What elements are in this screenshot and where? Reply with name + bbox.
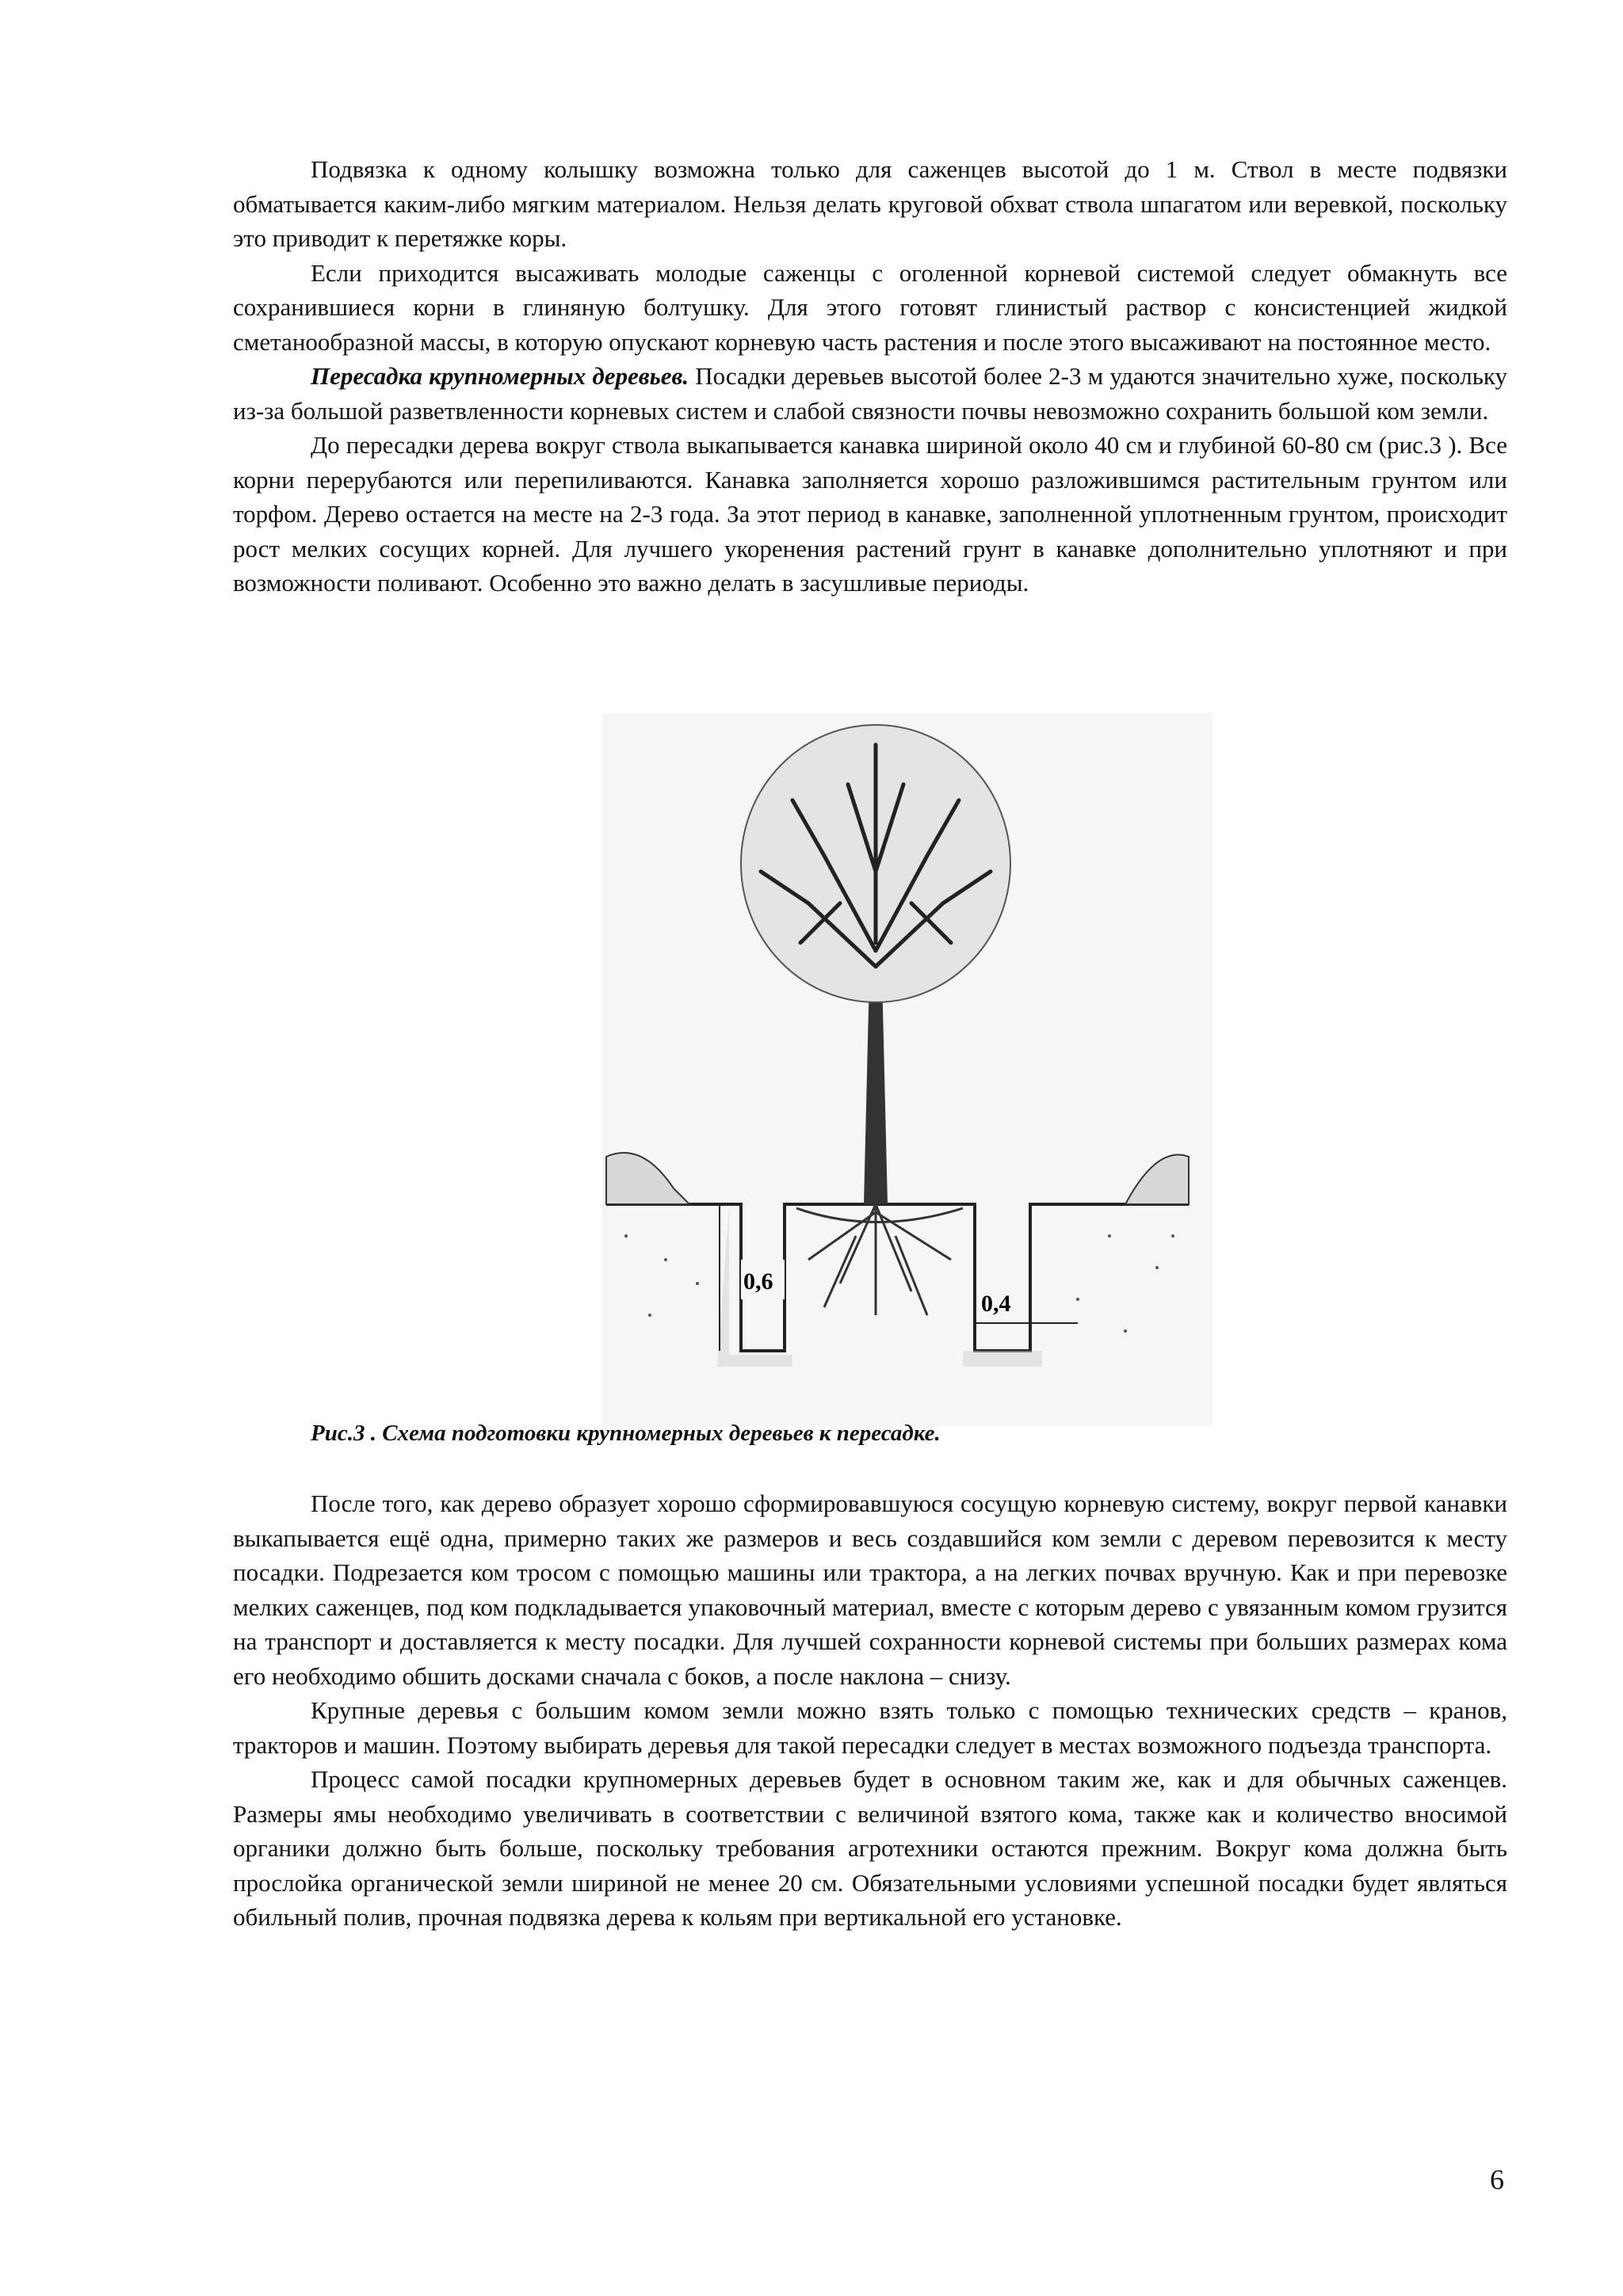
tree-trench-diagram [602, 713, 1212, 1426]
paragraph-trench [233, 428, 1507, 601]
page-number: 6 [1490, 2164, 1504, 2195]
paragraph-large-trees [233, 359, 1507, 428]
tree-trench-figure [602, 713, 1212, 1426]
paragraph-planting: Процесс самой посадки крупномерных деревьев будет в основном таким же, как и для обычных саженцев. Размеры ямы необходимо увеличивать в соответствии с величиной взятого кома, также как и количество вносимой органики должно быть больше, поскольку требования агротехники остаются прежним. Вокруг кома должна быть прослойка органической земли шириной не менее 20 см. Обязательными условиями успешной посадки будет являться обильный полив, прочная подвязка дерева к кольям при вертикальной его установке. [233, 1765, 1507, 1931]
width-label: 0,4 [981, 1291, 1011, 1317]
paragraph-text: Подвязка к одному колышку возможна только для саженцев высотой до 1 м. Ствол в месте подвязки обматывается каким-либо мягким материалом. Нельзя делать круговой обхват ствола шпагатом или веревкой, поскольку это приводит к перетяжке коры. [233, 155, 1507, 252]
bottom-text-block [233, 1486, 1507, 1935]
paragraph-machinery: Крупные деревья с большим комом земли можно взять только с помощью технических средств – кранов, тракторов и машин. Поэтому выбирать деревья для такой пересадки следует в местах возможного подъезда транспорта. [233, 1696, 1507, 1759]
figure-caption: Рис.3 . Схема подготовки крупномерных деревьев к пересадке. [311, 1421, 941, 1446]
paragraph-bare-roots [233, 256, 1507, 360]
paragraph-text: Посадки деревьев высотой более 2-3 м удаются значительно хуже, поскольку из-за большой разветвленности корневых систем и слабой связности почвы невозможно сохранить большой ком земли. [233, 362, 1507, 425]
paragraph-tying [233, 152, 1507, 256]
paragraph-transport: После того, как дерево образует хорошо сформировавшуюся сосущую корневую систему, вокруг первой канавки выкапывается ещё одна, примерно таких же размеров и весь создавшийся ком земли с деревом перевозится к месту посадки. Подрезается ком тросом с помощью машины или трактора, а на легких почвах вручную. Как и при перевозке мелких саженцев, под ком подкладывается упаковочный материал, вместе с которым дерево с увязанным комом грузится на транспорт и доставляется к месту посадки. Для лучшей сохранности корневой системы при больших размерах кома его необходимо обшить досками сначала с боков, а после наклона – снизу. [233, 1489, 1507, 1690]
depth-label: 0,6 [743, 1268, 773, 1295]
top-text-block [233, 152, 1507, 601]
paragraph-text: Если приходится высаживать молодые саженцы с оголенной корневой системой следует обмакнуть все сохранившиеся корни в глиняную болтушку. Для этого готовят глинистый раствор с консистенцией жидкой сметанообразной массы, в которую опускают корневую часть растения и после этого высаживают на постоянное место. [233, 258, 1507, 356]
paragraph-text: До пересадки дерева вокруг ствола выкапывается канавка шириной около 40 см и глубиной 60-80 см (рис.3 ). Все корни перерубаются или перепиливаются. Канавка заполняется хорошо разложившимся растительным грунтом или торфом. Дерево остается на месте на 2-3 года. За этот период в канавке, заполненной уплотненным грунтом, происходит рост мелких сосущих корней. Для лучшего укоренения растений грунт в канавке дополнительно уплотняют и при возможности поливают. Особенно это важно делать в засушливые периоды. [233, 431, 1507, 597]
section-heading: Пересадка крупномерных деревьев. [311, 362, 689, 390]
